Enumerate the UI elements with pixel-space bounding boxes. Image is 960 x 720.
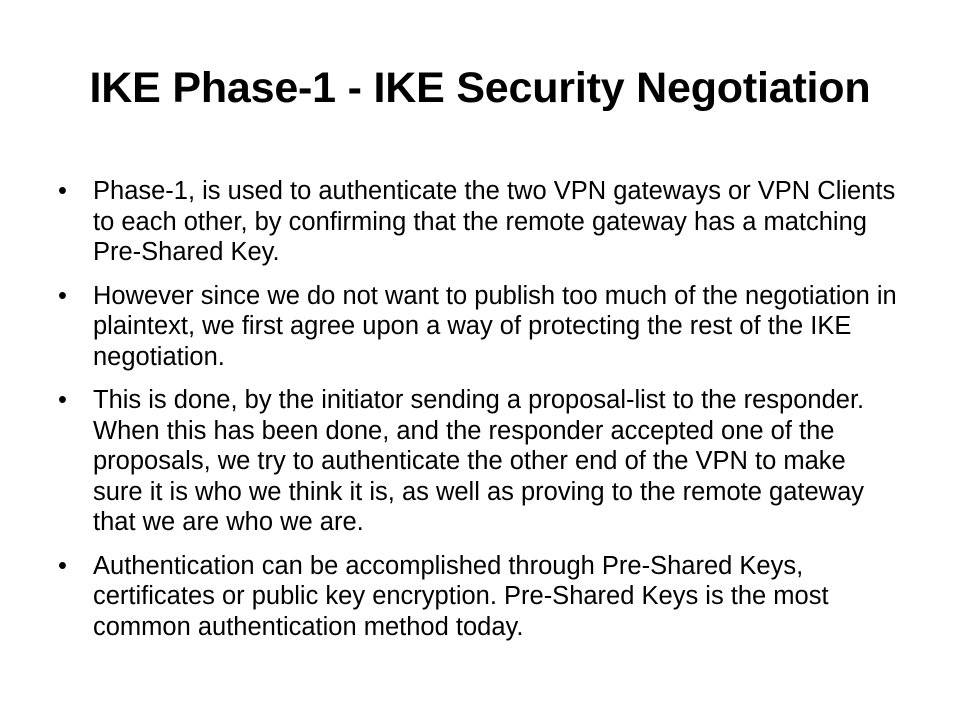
bullet-text: This is done, by the initiator sending a proposal-list to the responder. When this has been done, and the responder accepted one of the proposals, we try to authenticate the other end of the VPN to make sure it is who we think it is, as well as proving to the remote gateway that we are who we are.: [93, 386, 865, 536]
bullet-marker: •: [58, 177, 67, 205]
bullet-text: However since we do not want to publish too much of the negotiation in plaintext, we first agree upon a way of protecting the rest of the IKE negotiation.: [93, 281, 897, 371]
bullet-text: Phase-1, is used to authenticate the two VPN gateways or VPN Clients to each other, by confirming that the remote gateway has a matching Pre-Shared Key.: [93, 177, 896, 266]
bullet-marker: •: [58, 551, 67, 580]
bullet-marker: •: [58, 386, 67, 414]
bullet-item: [58, 281, 900, 373]
slide-title: IKE Phase-1 - IKE Security Negotiation: [89, 64, 871, 112]
bullet-marker: •: [58, 281, 67, 310]
bullet-item: [58, 385, 900, 538]
bullet-list: [58, 176, 900, 655]
bullet-item: [58, 176, 900, 268]
bullet-text: Authentication can be accomplished through Pre-Shared Keys, certificates or public key encryption. Pre-Shared Keys is the most common authentication method today.: [93, 551, 829, 641]
bullet-item: [58, 551, 900, 643]
